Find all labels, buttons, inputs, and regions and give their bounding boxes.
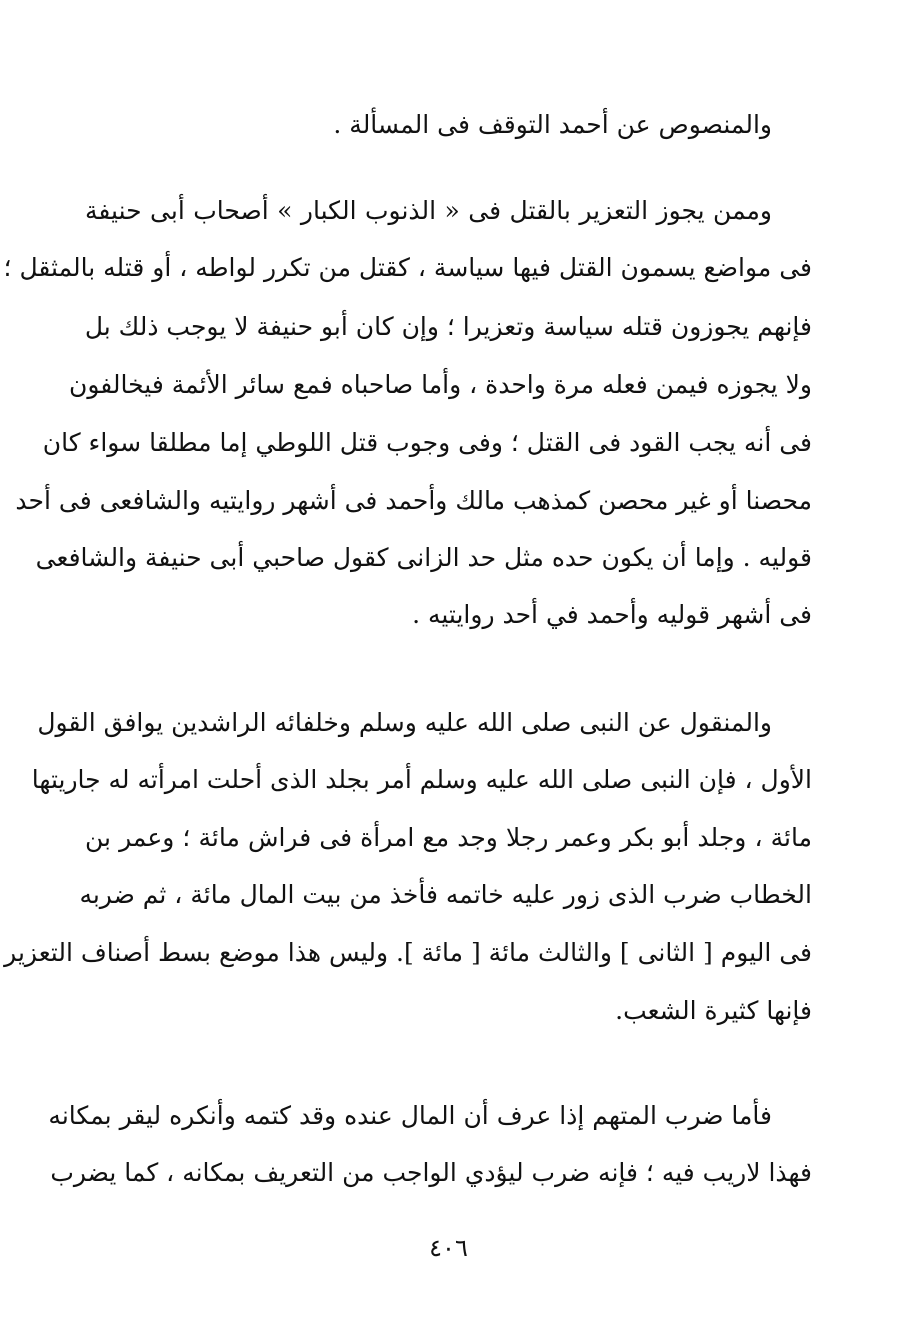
paragraph-3-line-6: فإنها كثيرة الشعب. <box>615 996 812 1025</box>
paragraph-3-line-3: مائة ، وجلد أبو بكر وعمر رجلا وجد مع امرأة فى فراش مائة ؛ وعمر بن <box>85 823 812 852</box>
paragraph-3-line-5: فى اليوم [ الثانى ] والثالث مائة [ مائة ]. وليس هذا موضع بسط أصناف التعزير <box>4 938 812 967</box>
paragraph-2-line-1: وممن يجوز التعزير بالقتل فى « الذنوب الكبار » أصحاب أبى حنيفة <box>85 196 772 225</box>
paragraph-4-line-1: فأما ضرب المتهم إذا عرف أن المال عنده وقد كتمه وأنكره ليقر بمكانه <box>48 1101 772 1130</box>
paragraph-3-line-4: الخطاب ضرب الذى زور عليه خاتمه فأخذ من بيت المال مائة ، ثم ضربه <box>79 880 812 909</box>
paragraph-2-line-6: محصنا أو غير محصن كمذهب مالك وأحمد فى أشهر روايتيه والشافعى فى أحد <box>15 486 812 515</box>
paragraph-2-line-3: فإنهم يجوزون قتله سياسة وتعزيرا ؛ وإن كان أبو حنيفة لا يوجب ذلك بل <box>84 312 812 341</box>
paragraph-2-line-2: فى مواضع يسمون القتل فيها سياسة ، كقتل من تكرر لواطه ، أو قتله بالمثقل ؛ <box>3 253 812 282</box>
paragraph-2-line-5: فى أنه يجب القود فى القتل ؛ وفى وجوب قتل اللوطي إما مطلقا سواء كان <box>42 428 812 457</box>
paragraph-2-line-8: فى أشهر قوليه وأحمد في أحد روايتيه . <box>412 600 812 629</box>
paragraph-2-line-7: قوليه . وإما أن يكون حده مثل حد الزانى كقول صاحبي أبى حنيفة والشافعى <box>35 543 812 572</box>
paragraph-2-line-4: ولا يجوزه فيمن فعله مرة واحدة ، وأما صاحباه فمع سائر الأئمة فيخالفون <box>68 370 812 399</box>
paragraph-1-line-1: والمنصوص عن أحمد التوقف فى المسألة . <box>333 110 772 139</box>
page-number: ٤٠٦ <box>429 1234 468 1262</box>
paragraph-4-line-2: فهذا لاريب فيه ؛ فإنه ضرب ليؤدي الواجب من التعريف بمكانه ، كما يضرب <box>50 1158 812 1187</box>
paragraph-3-line-2: الأول ، فإن النبى صلى الله عليه وسلم أمر بجلد الذى أحلت امرأته له جاريتها <box>31 765 812 794</box>
paragraph-3-line-1: والمنقول عن النبى صلى الله عليه وسلم وخلفائه الراشدين يوافق القول <box>37 708 772 737</box>
